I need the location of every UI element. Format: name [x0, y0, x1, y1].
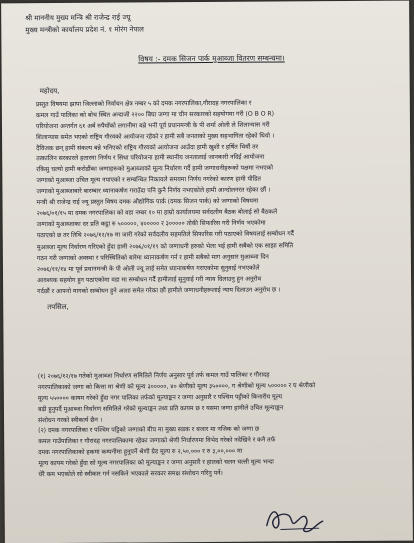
paragraph-1-line: दैविजक छन् हामी संकल्प बन्ने भनिएको राष्ट्रिय गौरवको आयोजना आउँदा हामी खुशी र हर्षित थियौं तर	[36, 143, 259, 152]
demand-line: धेरै कम भएकोले सो स्वीकार गर्न नसकिने भएकाले सरकार समक्ष संशोधन गरिनु पर्ने।	[38, 469, 223, 479]
paragraph-1-line: परियोजना अन्तर्गत ६१ अर्ब रुपैयाँको लगानीमा बन्ने भनी पूर्व प्रधानमन्त्री के पी शर्मा ओली ले शिलान्यास गरी	[35, 121, 270, 130]
demand-line: दमक नगरपालिकाको हकमा कम्पनीमा हुनुपर्ने श्रेणी ग्रेड मूल्य रु २,५०,००० र रु ३,००,००० मा	[38, 447, 243, 457]
demand-line: (२) दमक नगरपालिका र पश्चिम पट्टिको जग्गाको बीच मा मुख्य सडक र बजार मा नजिक को जग्गा छ	[38, 426, 260, 435]
paragraph-2-line: २०७६/११/१४ मा पूर्व प्रधानमन्त्री के पी ओली ज्यू लाई समेत ध्यानाकर्षण गराएकोमा सुनुवाई नभएकोले	[36, 264, 260, 273]
body-paragraph-1	[36, 98, 395, 242]
paragraph-1-line: २०७६/०१/१५ मा दमक नगरपालिका को वडा नम्बर १० मा हाम्रो कार्यालयमा सर्वदलीय बैठक बोलाई सो बैठकले	[36, 208, 278, 218]
demands-list	[38, 370, 397, 481]
demand-line: मूल्य ५५०००० कायम गरेको हुँदा नगर पालिका तर्फको मूल्याङ्कन र जग्गा अनुसारै र पश्चिम पट्टीको किनारीय मूल्य	[37, 393, 283, 402]
letter-sheet	[1, 1, 413, 543]
demand-line: बढी हुनुपर्दै मुआब्जा निर्धारण समितिले गरेको मूल्याङ्कन तथ्य प्रति कायम छ र यसमा जग्गा हामीले उचित मूल्याङ्कन	[37, 404, 284, 413]
paragraph-1-line: प्रस्तुत विषयमा झापा जिल्लाको निर्वाचन क्षेत्र नम्बर ५ को दमक नगरपालिका,गौरादह नगरपालिका र	[35, 99, 252, 109]
demand-line: कमल गाउँपालिका र गौरादह नगरपालिकामा रहेका जग्गाको श्रेणी निर्धारणमा विभेद गरेको नदेखिने र कनै तर्फ	[38, 436, 276, 446]
paragraph-1-line: मन्त्री श्री राजेन्द्र राई ज्यू प्रस्तुत विषय दमक औद्योगिक पार्क (दमक सिजन पार्क) को जग्गाको विषयमा	[36, 197, 259, 207]
paragraph-1-line: जग्गाको मुआब्जाका दर प्रति कट्ठा रु ५०००००, ४००००० र ३००००० तोकी सिफारिस गरी निर्णय भएकोमा	[36, 219, 266, 228]
demand-line: मूल्य कायम गरेको हुँदा सो मूल्य नगरपालिका को मूल्याङ्कन र जग्गा अनुसारै र हालको चलन चल्ती मूल्य भन्दा	[38, 458, 274, 468]
paragraph-2-line: गठन गरी जग्गाको अवस्था र परिस्थितिको बारेमा ध्यानाकर्षण गर्न र हामी सबैको माग अनुसार मुआब्जा दिन	[36, 253, 269, 263]
paragraph-2-line: आवश्यक सहयोग हुन पठाएकोमा वडा मा सम्बोधन गर्दै हामीलाई सुनुवाई गरी न्याय दिलाउनु हुन अनुरोध	[37, 275, 262, 284]
paragraph-2-line: मुआब्जा मूल्य निर्धारण गरिएको हुँदा हामी २०७६/०१/१९ को जग्गाधनी हरुको भेला भई हामी सबैको एक साझा समिति	[36, 242, 294, 252]
paragraph-1-line: जग्गाको मुआब्जाबारे बारम्बार ध्यानाकर्षण गराउँदा पनि कुनै निर्णय नभएकोले हामी आन्दोलनरत रहेका छौं ।	[36, 186, 271, 196]
subject-text: विषय :- दमक सिजन पार्क मुआब्जा वितरण सम्बन्धमा।	[138, 53, 285, 64]
demand-line: (१) २०७६/१२/१७ गतेको मुआब्जा निर्धारण समितिले निर्णय अनुसार पूर्व तर्फ कमल गाउँ पालिका र गौरादह	[37, 371, 270, 381]
recipient-line-2: मुख्य मन्त्रीको कार्यालय प्रदेश नं. १ मोरंग नेपाल	[25, 25, 144, 35]
recipient-line-1: श्री माननीय मुख्य मन्त्रि श्री राजेन्द्र राई ज्यू	[25, 13, 131, 23]
paragraph-1-line: तत्कालिन सरकारले हतारमा निर्णय र सिधा परियोजना हामी स्थानीय जनतालाई जानकारी नदिई आयोजना	[36, 154, 265, 163]
tapasil-label: तपसिल	[47, 302, 67, 312]
handwritten-signature	[261, 501, 331, 537]
paragraph-1-line: शिलान्यास समेत भएको राष्ट्रिय गौरवको आयोजना रहेको र हामी सबै जनताको मुख्य सहभागिता रहेको थियो ।	[36, 132, 275, 141]
demand-line: संशोधन गरको स्वीकार्य छैन ।	[38, 416, 103, 424]
paragraph-2-line: गर्दछौं र आफ्नो मागको सम्बोधन हुने आशा समेत गरेका छौं हामीले जग्गाधनीहरूलाई न्याय दिलाउन अनुरोध छ ।	[37, 286, 281, 295]
paragraph-1-line: पठाएको छ तर तिथि २०७६/१२/१७ मा जारी गरेको सर्वदलीय सहमतिले सिफारिस गरी पठाएको विषयलाई सम्बोधन गर्दै	[36, 230, 294, 239]
tapasil-heading: तपसिल,	[47, 302, 69, 312]
body-paragraph-2	[37, 241, 395, 298]
demand-line: नगरपालिकाको जग्गा को कित्ता मा श्रेणी को मूल्य ३०००००, ४० श्रेणीको मूल्य ३५००००, ग श्रेणीको मूल्य ५००००० र घ श्रेणीको	[37, 382, 316, 392]
letter-greeting: महोदय,	[39, 87, 60, 96]
paragraph-1-line: रकिसु चल्यो हामी करोडौंका जग्गाहरूको मुआब्जाको मूल्य निर्धारण गर्दै हामी जग्गाधनीहरूको पक्षमा नभएको	[36, 164, 273, 174]
paragraph-1-line: कमल गाउँ पालिका को बोच स्थित अन्दाजी २२०० बिघा जग्गा मा चीन सरकारको सहयोगमा गरी (O B O R)	[35, 110, 275, 120]
letter-subject	[61, 53, 361, 65]
paragraph-1-line: जग्गाको मुआब्जा उचित मूल्य नपाएको र सम्बन्धित निकायले समयमा निर्णय नगरेको कारण हामी पीडित	[36, 175, 261, 185]
